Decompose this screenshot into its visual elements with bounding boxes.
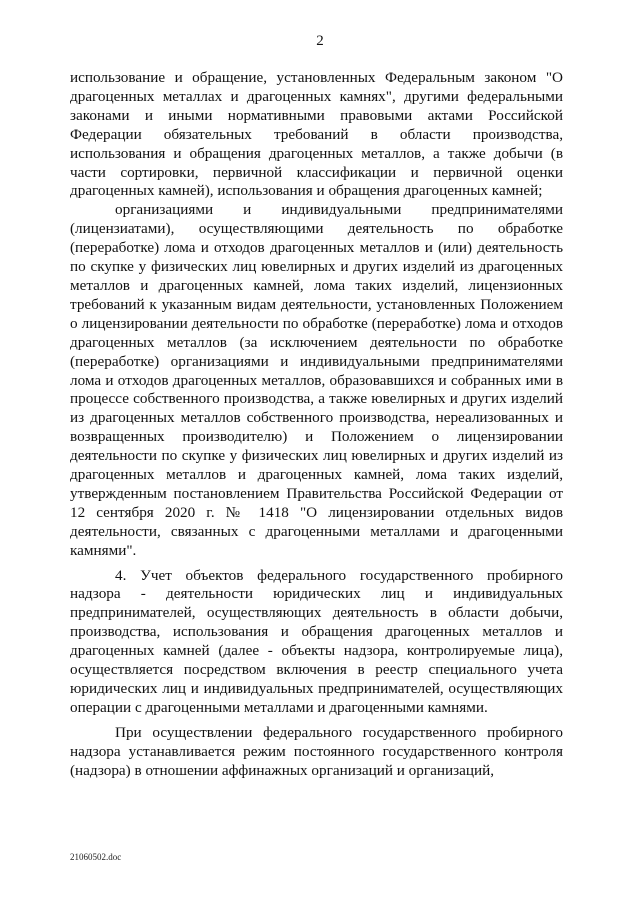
paragraph-licensees: организациями и индивидуальными предпринимателями (лицензиатами), осуществляющими деятельность по обработке (переработке) лома и отходов драгоценных металлов и (или) деятельность по скупке у физических лиц ювелирных и других изделий из драгоценных металлов и драгоценных камней, лома таких изделий, лицензионных требований к указанным видам деятельности, установленных Положением о лицензировании деятельности по обработке (переработке) лома и отходов драгоценных металлов (за исключением деятельности по обработке (переработке) организациями и индивидуальными предпринимателями лома и отходов драгоценных металлов, образовавшихся и собранных ими в процессе собственного производства, а также ювелирных и других изделий из драгоценных металлов собственного производства, нереализованных и возвращенных производителю) и Положением о лицензировании деятельности по скупке у физических лиц ювелирных и других изделий из драгоценных металлов и драгоценных камней, лома таких изделий, утвержденным постановлением Правительства Российской Федерации от 12 сентября 2020 г. № 1418 "О лицензировании отдельных видов деятельности, связанных с драгоценными металлами и драгоценными камнями".: [70, 201, 563, 559]
footer-file-name: 21060502.doc: [70, 852, 122, 862]
document-body: [70, 69, 563, 781]
paragraph-continuation: использование и обращение, установленных Федеральным законом "О драгоценных металлах и драгоценных камнях", другими федеральными законами и иными нормативными правовыми актами Российской Федерации обязательных требований в области производства, использования и обращения драгоценных металлов, а также добычи (в части сортировки, первичной классификации и первичной оценки драгоценных камней), использования и обращения драгоценных камней;: [70, 69, 563, 200]
paragraph-item-4: 4. Учет объектов федерального государственного пробирного надзора - деятельности юридических лиц и индивидуальных предпринимателей, осуществляющих деятельность в области добычи, производства, использования и обращения драгоценных металлов и драгоценных камней (далее - объекты надзора, контролируемые лица), осуществляется посредством включения в реестр специального учета юридических лиц и индивидуальных предпринимателей, осуществляющих операции с драгоценными металлами и драгоценными камнями.: [70, 566, 563, 716]
paragraph-control-regime: При осуществлении федерального государственного пробирного надзора устанавливается режим постоянного государственного контроля (надзора) в отношении аффинажных организаций и организаций,: [70, 723, 563, 779]
page-number: 2: [316, 33, 324, 49]
